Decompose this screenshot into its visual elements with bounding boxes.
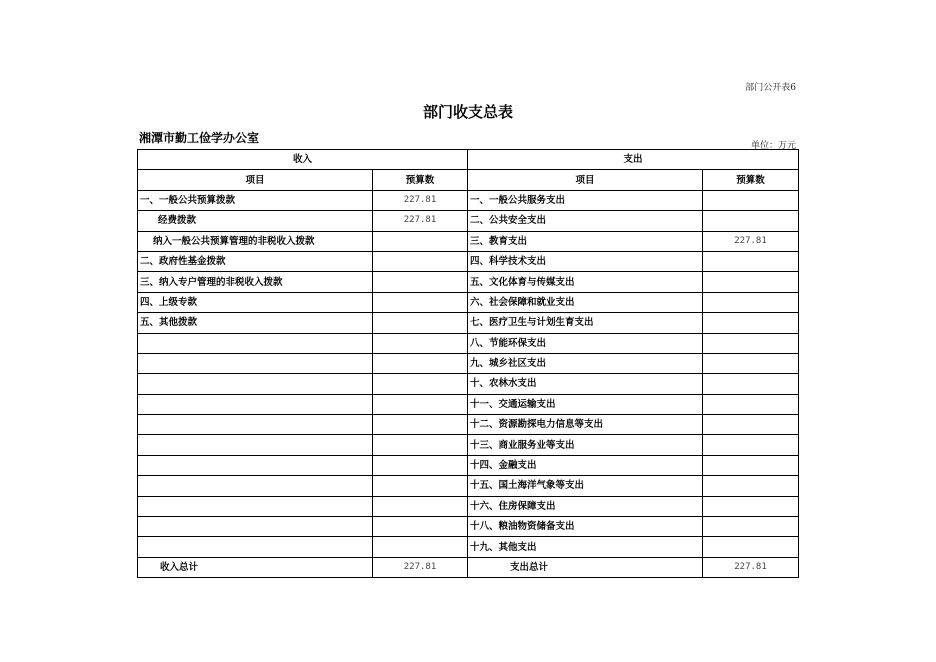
income-item-cell <box>138 415 373 435</box>
income-value-cell <box>373 353 468 373</box>
income-item-cell <box>138 476 373 496</box>
expense-item-cell: 九、城乡社区支出 <box>468 353 703 373</box>
expense-item-cell: 二、公共安全支出 <box>468 211 703 231</box>
table-row <box>138 313 799 333</box>
income-item-cell: 一、一般公共预算拨款 <box>138 190 373 210</box>
expense-value-cell <box>703 313 799 333</box>
expense-item-cell: 三、教育支出 <box>468 231 703 251</box>
table-row <box>138 517 799 537</box>
income-item-cell <box>138 374 373 394</box>
income-value-cell <box>373 476 468 496</box>
income-item-cell: 三、纳入专户管理的非税收入拨款 <box>138 272 373 292</box>
income-value-cell <box>373 333 468 353</box>
table-row <box>138 211 799 231</box>
expense-item-cell: 十、农林水支出 <box>468 374 703 394</box>
totals-row <box>138 557 799 577</box>
income-item-header: 项目 <box>138 170 373 190</box>
income-item-cell <box>138 496 373 516</box>
expense-item-cell: 一、一般公共服务支出 <box>468 190 703 210</box>
table-row <box>138 292 799 312</box>
expense-value-cell <box>703 190 799 210</box>
expense-total-label: 支出总计 <box>468 557 703 577</box>
unit-label: 单位：万元 <box>750 141 796 151</box>
income-item-cell <box>138 353 373 373</box>
income-value-cell <box>373 537 468 557</box>
income-value-cell <box>373 272 468 292</box>
expense-value-cell <box>703 292 799 312</box>
income-value-cell <box>373 455 468 475</box>
expense-value-cell: 227.81 <box>703 231 799 251</box>
expense-value-cell <box>703 353 799 373</box>
expense-item-cell: 四、科学技术支出 <box>468 251 703 271</box>
expense-value-cell <box>703 333 799 353</box>
table-row <box>138 435 799 455</box>
expense-value-cell <box>703 435 799 455</box>
income-total-value: 227.81 <box>373 557 468 577</box>
expense-budget-header: 预算数 <box>703 170 799 190</box>
expense-header: 支出 <box>468 150 799 170</box>
income-value-cell <box>373 517 468 537</box>
table-row <box>138 333 799 353</box>
expense-total-value: 227.81 <box>703 557 799 577</box>
form-number: 部门公开表6 <box>745 83 796 93</box>
expense-value-cell <box>703 517 799 537</box>
income-item-cell <box>138 537 373 557</box>
income-value-cell <box>373 496 468 516</box>
income-value-cell <box>373 292 468 312</box>
income-value-cell <box>373 435 468 455</box>
column-header-row <box>138 170 799 190</box>
expense-value-cell <box>703 394 799 414</box>
expense-value-cell <box>703 374 799 394</box>
expense-item-cell: 十三、商业服务业等支出 <box>468 435 703 455</box>
table-row <box>138 251 799 271</box>
expense-value-cell <box>703 455 799 475</box>
expense-item-cell: 十八、粮油物资储备支出 <box>468 517 703 537</box>
expense-value-cell <box>703 537 799 557</box>
table-row <box>138 476 799 496</box>
table-row <box>138 190 799 210</box>
expense-value-cell <box>703 272 799 292</box>
income-value-cell <box>373 313 468 333</box>
table-row <box>138 272 799 292</box>
income-item-cell: 二、政府性基金拨款 <box>138 251 373 271</box>
organization-name: 湘潭市勤工俭学办公室 <box>139 131 260 145</box>
expense-item-cell: 六、社会保障和就业支出 <box>468 292 703 312</box>
income-item-cell: 四、上级专款 <box>138 292 373 312</box>
income-value-cell <box>373 374 468 394</box>
table-row <box>138 455 799 475</box>
income-item-cell <box>138 435 373 455</box>
page-title: 部门收支总表 <box>422 103 513 121</box>
expense-value-cell <box>703 415 799 435</box>
expense-item-cell: 十四、金融支出 <box>468 455 703 475</box>
income-value-cell <box>373 251 468 271</box>
income-header: 收入 <box>138 150 468 170</box>
table-row <box>138 374 799 394</box>
income-value-cell: 227.81 <box>373 211 468 231</box>
expense-item-cell: 十二、资源勘探电力信息等支出 <box>468 415 703 435</box>
expense-item-cell: 十九、其他支出 <box>468 537 703 557</box>
income-item-cell <box>138 455 373 475</box>
income-value-cell <box>373 394 468 414</box>
expense-item-cell: 十五、国土海洋气象等支出 <box>468 476 703 496</box>
table-row <box>138 496 799 516</box>
table-row <box>138 394 799 414</box>
expense-item-cell: 八、节能环保支出 <box>468 333 703 353</box>
table-row <box>138 537 799 557</box>
income-item-cell <box>138 394 373 414</box>
income-item-cell <box>138 333 373 353</box>
income-item-cell: 五、其他拨款 <box>138 313 373 333</box>
table-row <box>138 415 799 435</box>
expense-value-cell <box>703 496 799 516</box>
expense-item-header: 项目 <box>468 170 703 190</box>
expense-value-cell <box>703 251 799 271</box>
table-row <box>138 353 799 373</box>
income-value-cell <box>373 415 468 435</box>
income-value-cell <box>373 231 468 251</box>
expense-item-cell: 五、文化体育与传媒支出 <box>468 272 703 292</box>
section-header-row <box>138 150 799 170</box>
income-total-label: 收入总计 <box>138 557 373 577</box>
expense-value-cell <box>703 476 799 496</box>
expense-item-cell: 十六、住房保障支出 <box>468 496 703 516</box>
income-item-cell: 经费拨款 <box>138 211 373 231</box>
income-value-cell: 227.81 <box>373 190 468 210</box>
budget-table <box>137 149 799 578</box>
table-row <box>138 231 799 251</box>
expense-item-cell: 十一、交通运输支出 <box>468 394 703 414</box>
expense-item-cell: 七、医疗卫生与计划生育支出 <box>468 313 703 333</box>
income-item-cell <box>138 517 373 537</box>
income-budget-header: 预算数 <box>373 170 468 190</box>
income-item-cell: 纳入一般公共预算管理的非税收入拨款 <box>138 231 373 251</box>
expense-value-cell <box>703 211 799 231</box>
